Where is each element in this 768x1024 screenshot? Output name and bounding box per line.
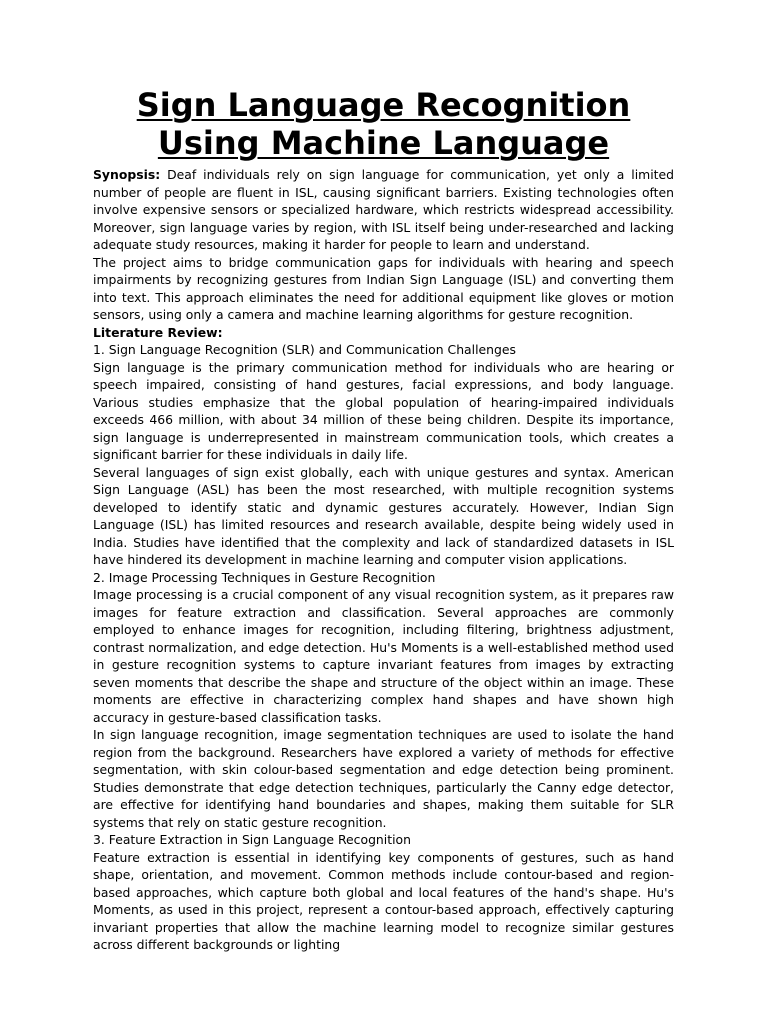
paragraph: Image processing is a crucial component of any visual recognition system, as it prepares raw images for feature extraction and classification. Several approaches are commonly employed to enhance images for recognition, including filtering, brightness adjustment, contrast normalization, and edge detection. Hu's Moments is a well-established method used in gesture recognition systems to capture invariant features from images by extracting seven moments that describe the shape and structure of the object within an image. These moments are effective in characterizing complex hand shapes and have shown high accuracy in gesture-based classification tasks. [93, 587, 674, 725]
title-line-1: Sign Language Recognition [136, 86, 631, 124]
paragraph: In sign language recognition, image segmentation techniques are used to isolate the hand region from the background. Researchers have explored a variety of methods for effective segmentation, with skin colour-based segmentation and edge detection being prominent. Studies demonstrate that edge detection techniques, particularly the Canny edge detector, are effective for identifying hand boundaries and shapes, making them suitable for SLR systems that rely on static gesture recognition. [93, 727, 674, 830]
synopsis-paragraph [93, 166, 674, 254]
paragraph: Several languages of sign exist globally, each with unique gestures and syntax. American Sign Language (ASL) has been the most researched, with multiple recognition systems developed to identify static and dynamic gestures accurately. However, Indian Sign Language (ISL) has limited resources and research available, despite being widely used in India. Studies have identified that the complexity and lack of standardized datasets in ISL have hindered its development in machine learning and computer vision applications. [93, 464, 674, 567]
project-aim-paragraph: The project aims to bridge communication gaps for individuals with hearing and speech impairments by recognizing gestures from Indian Sign Language (ISL) and converting them into text. This approach eliminates the need for additional equipment like gloves or motion sensors, using only a camera and machine learning algorithms for gesture recognition. [93, 254, 674, 322]
title-line-2: Using Machine Language [157, 124, 610, 162]
document-title [93, 86, 674, 162]
document-body [93, 166, 674, 954]
synopsis-label: Synopsis: [93, 167, 161, 182]
literature-review-heading: Literature Review: [93, 324, 223, 340]
section-heading-slr: 1. Sign Language Recognition (SLR) and Communication Challenges [93, 342, 516, 357]
section-heading-feature-extraction: 3. Feature Extraction in Sign Language Recognition [93, 832, 411, 847]
paragraph: Feature extraction is essential in identifying key components of gestures, such as hand shape, orientation, and movement. Common methods include contour-based and region-based approaches, which capture both global and local features of the hand's shape. Hu's Moments, as used in this project, represent a contour-based approach, effectively capturing invariant properties that allow the machine learning model to recognize similar gestures across different backgrounds or lighting [93, 849, 674, 952]
paragraph: Sign language is the primary communication method for individuals who are hearing or speech impaired, consisting of hand gestures, facial expressions, and body language. Various studies emphasize that the global population of hearing-impaired individuals exceeds 466 million, with about 34 million of these being children. Despite its importance, sign language is underrepresented in mainstream communication tools, which creates a significant barrier for these individuals in daily life. [93, 359, 674, 462]
section-heading-image-processing: 2. Image Processing Techniques in Gesture Recognition [93, 569, 436, 585]
synopsis-text: Deaf individuals rely on sign language for communication, yet only a limited number of people are fluent in ISL, causing significant barriers. Existing technologies often involve expensive sensors or specialized hardware, which restricts widespread accessibility. Moreover, sign language varies by region, with ISL itself being under-researched and lacking adequate study resources, making it harder for people to learn and understand. [93, 167, 674, 252]
